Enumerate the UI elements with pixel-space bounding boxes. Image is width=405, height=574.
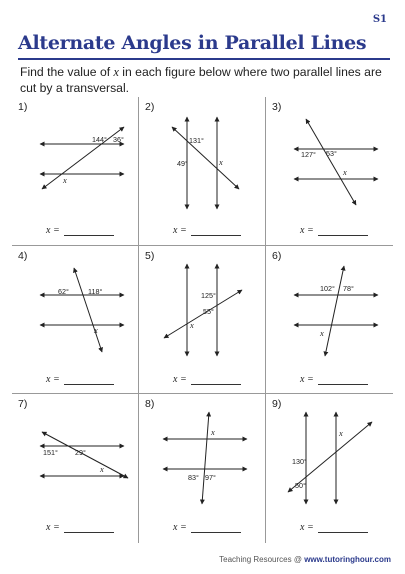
variable-label: x <box>63 175 67 185</box>
answer-blank[interactable] <box>300 225 368 236</box>
answer-label: x = <box>46 522 60 533</box>
problem-number: 2) <box>145 101 155 113</box>
instructions-after: in each figure below where two parallel lines are cut by a transversal. <box>20 65 382 95</box>
angle-label: 50° <box>295 481 306 490</box>
variable-label: x <box>339 428 343 438</box>
footer <box>219 555 391 564</box>
angle-label: 83° <box>188 473 199 482</box>
footer-prefix: Teaching Resources @ <box>219 555 302 564</box>
angle-label: 118° <box>88 287 103 296</box>
answer-blank[interactable] <box>300 522 368 533</box>
sheet-id: S1 <box>372 14 387 25</box>
answer-label: x = <box>173 522 187 533</box>
instructions-before: Find the value of <box>20 65 114 79</box>
problem-number: 1) <box>18 101 28 113</box>
answer-label: x = <box>173 374 187 385</box>
angle-label: 78° <box>343 284 354 293</box>
angle-label: 36° <box>113 135 124 144</box>
answer-blank[interactable] <box>46 225 114 236</box>
answer-blank[interactable] <box>300 374 368 385</box>
problem-5 <box>139 246 266 394</box>
transversal <box>74 268 102 352</box>
problem-2 <box>139 97 266 246</box>
problem-number: 9) <box>272 398 282 410</box>
problem-number: 8) <box>145 398 155 410</box>
problem-number: 3) <box>272 101 282 113</box>
variable-label: x <box>100 464 104 474</box>
transversal <box>42 127 124 189</box>
problem-grid <box>12 97 393 543</box>
transversal <box>306 119 356 205</box>
problem-3 <box>266 97 393 246</box>
angle-label: 102° <box>320 284 335 293</box>
figure-1 <box>12 97 139 217</box>
answer-label: x = <box>46 374 60 385</box>
answer-line <box>318 524 368 533</box>
answer-label: x = <box>173 225 187 236</box>
angle-label: 127° <box>301 150 316 159</box>
angle-label: 125° <box>201 291 216 300</box>
angle-label: 97° <box>205 473 216 482</box>
footer-url[interactable]: www.tutoringhour.com <box>304 555 391 564</box>
answer-label: x = <box>300 225 314 236</box>
problem-number: 6) <box>272 250 282 262</box>
answer-line <box>64 524 114 533</box>
instructions <box>20 64 390 96</box>
figure-4 <box>12 246 139 366</box>
angle-label: 62° <box>58 287 69 296</box>
figure-5 <box>139 246 266 366</box>
angle-label: 55° <box>203 307 214 316</box>
variable-label: x <box>343 167 347 177</box>
variable-label: x <box>190 320 194 330</box>
answer-line <box>191 376 241 385</box>
answer-label: x = <box>300 522 314 533</box>
figure-3 <box>266 97 393 217</box>
answer-blank[interactable] <box>173 374 241 385</box>
problem-number: 4) <box>18 250 28 262</box>
figure-6 <box>266 246 393 366</box>
transversal <box>325 266 344 356</box>
transversal <box>202 412 209 504</box>
angle-label: 131° <box>189 136 204 145</box>
answer-blank[interactable] <box>173 522 241 533</box>
problem-number: 5) <box>145 250 155 262</box>
answer-blank[interactable] <box>46 522 114 533</box>
variable-label: x <box>94 325 98 335</box>
angle-label: 29° <box>75 448 86 457</box>
problem-1 <box>12 97 139 246</box>
angle-label: 130° <box>292 457 307 466</box>
answer-line <box>64 227 114 236</box>
instructions-variable: x <box>113 65 119 79</box>
page-title: Alternate Angles in Parallel Lines <box>18 32 367 54</box>
transversal <box>172 127 239 189</box>
figure-8 <box>139 394 266 514</box>
answer-label: x = <box>46 225 60 236</box>
problem-7 <box>12 394 139 543</box>
angle-label: 53° <box>326 149 337 158</box>
variable-label: x <box>219 157 223 167</box>
variable-label: x <box>211 427 215 437</box>
title-rule <box>18 58 390 60</box>
angle-label: 49° <box>177 159 188 168</box>
figure-9 <box>266 394 393 514</box>
answer-blank[interactable] <box>173 225 241 236</box>
figure-2 <box>139 97 266 217</box>
answer-line <box>64 376 114 385</box>
problem-number: 7) <box>18 398 28 410</box>
problem-8 <box>139 394 266 543</box>
answer-label: x = <box>300 374 314 385</box>
problem-6 <box>266 246 393 394</box>
figure-7 <box>12 394 139 514</box>
variable-label: x <box>320 328 324 338</box>
answer-blank[interactable] <box>46 374 114 385</box>
answer-line <box>318 227 368 236</box>
angle-label: 151° <box>43 448 58 457</box>
problem-4 <box>12 246 139 394</box>
problem-9 <box>266 394 393 543</box>
answer-line <box>191 524 241 533</box>
answer-line <box>318 376 368 385</box>
angle-label: 144° <box>92 135 107 144</box>
answer-line <box>191 227 241 236</box>
